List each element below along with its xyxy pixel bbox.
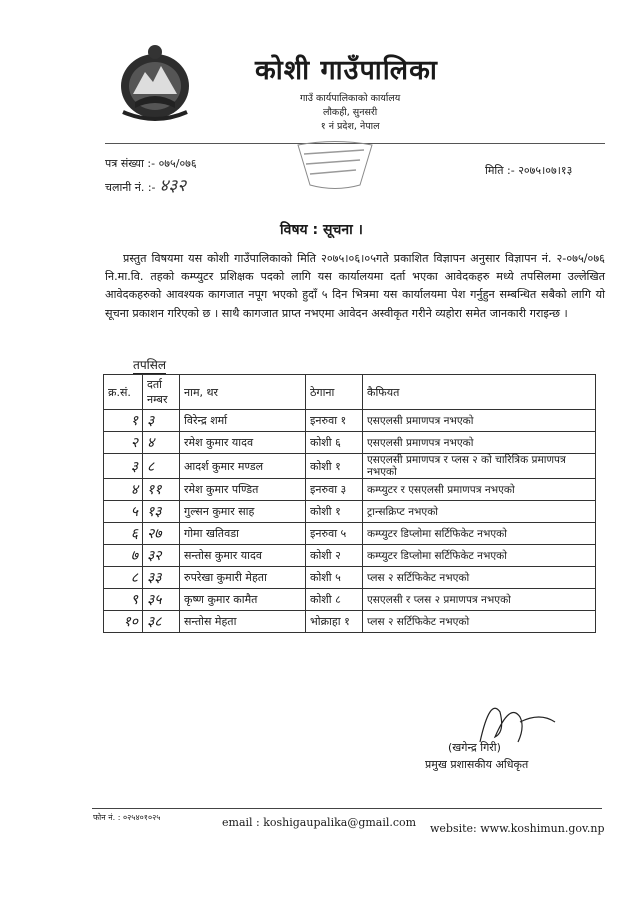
cell-name: आदर्श कुमार मण्डल bbox=[180, 454, 306, 479]
office-stamp-icon bbox=[290, 140, 380, 190]
cell-name: रमेश कुमार पण्डित bbox=[180, 479, 306, 501]
cell-registration: ३२ bbox=[143, 545, 180, 567]
cell-serial: ४ bbox=[104, 479, 143, 501]
cell-remarks: एसएलसी र प्लस २ प्रमाणपत्र नभएको bbox=[363, 589, 596, 611]
reference-block bbox=[105, 153, 197, 199]
table-row bbox=[104, 567, 596, 589]
cell-registration: ३३ bbox=[143, 567, 180, 589]
table-row bbox=[104, 432, 596, 454]
cell-serial: ८ bbox=[104, 567, 143, 589]
cell-registration: ४ bbox=[143, 432, 180, 454]
cell-serial: ३ bbox=[104, 454, 143, 479]
nepal-emblem-icon bbox=[113, 42, 197, 122]
cell-remarks: ट्रान्सक्रिप्ट नभएको bbox=[363, 501, 596, 523]
details-heading: तपसिल bbox=[133, 358, 167, 372]
cell-remarks: एसएलसी प्रमाणपत्र र प्लस २ को चारित्रिक प्रमाणपत्र नभएको bbox=[363, 454, 596, 479]
cell-registration: २७ bbox=[143, 523, 180, 545]
cell-remarks: कम्प्युटर डिप्लोमा सर्टिफिकेट नभएको bbox=[363, 523, 596, 545]
cell-address: कोशी ६ bbox=[306, 432, 363, 454]
applicants-table bbox=[103, 374, 596, 633]
cell-remarks: एसएलसी प्रमाणपत्र नभएको bbox=[363, 410, 596, 432]
cell-serial: १ bbox=[104, 410, 143, 432]
col-header-remarks: कैफियत bbox=[363, 375, 596, 410]
signatory-title: प्रमुख प्रशासकीय अधिकृत bbox=[425, 758, 529, 771]
cell-address: कोशी १ bbox=[306, 501, 363, 523]
table-row bbox=[104, 479, 596, 501]
dispatch-number-label: चलानी नं. :- bbox=[105, 181, 156, 194]
cell-address: इनरुवा १ bbox=[306, 410, 363, 432]
cell-address: भोक्राहा १ bbox=[306, 611, 363, 633]
footer-divider bbox=[92, 808, 602, 809]
cell-registration: ३ bbox=[143, 410, 180, 432]
cell-name: गुल्सन कुमार साह bbox=[180, 501, 306, 523]
office-line-3: १ नं प्रदेश, नेपाल bbox=[320, 121, 380, 132]
cell-remarks: एसएलसी प्रमाणपत्र नभएको bbox=[363, 432, 596, 454]
cell-name: गोमा खतिवडा bbox=[180, 523, 306, 545]
email-address: email : koshigaupalika@gmail.com bbox=[222, 816, 417, 829]
col-header-registration: दर्ता नम्बर bbox=[143, 375, 180, 410]
cell-serial: १० bbox=[104, 611, 143, 633]
cell-registration: ३५ bbox=[143, 589, 180, 611]
letter-number: पत्र संख्या :- ०७५/०७६ bbox=[105, 157, 197, 170]
table-row bbox=[104, 611, 596, 633]
office-name: कोशी गाउँपालिका bbox=[255, 55, 438, 86]
col-header-name: नाम, थर bbox=[180, 375, 306, 410]
notice-body: प्रस्तुत विषयमा यस कोशी गाउँपालिकाको मिति २०७५।०६।०५गते प्रकाशित विज्ञापन अनुसार विज्ञापन नं. २-०७५/०७६ नि.मा.वि. तहको कम्प्युटर प्रशिक्षक पदको लागि यस कार्यालयमा दर्ता भएका आवेदकहरु मध्ये तपसिलमा उल्लेखित आवेदकहरुको आवश्यक कागजात नपूग भएको हुदाँ ५ दिन भित्रमा यस कार्यालयमा पेश गर्नुहुन सम्बन्धित सबैको लागि यो सूचना प्रकाशन गरिएको छ । साथै कागजात प्राप्त नभएमा आवेदन अस्वीकृत गरीने व्यहोरा समेत जानकारी गराइन्छ । bbox=[105, 252, 605, 320]
office-line-2: लौकही, सुनसरी bbox=[323, 107, 378, 118]
cell-serial: ७ bbox=[104, 545, 143, 567]
cell-remarks: प्लस २ सर्टिफिकेट नभएको bbox=[363, 611, 596, 633]
cell-serial: ९ bbox=[104, 589, 143, 611]
dispatch-number-line bbox=[105, 175, 197, 199]
cell-address: इनरुवा ३ bbox=[306, 479, 363, 501]
cell-address: इनरुवा ५ bbox=[306, 523, 363, 545]
table-row bbox=[104, 545, 596, 567]
cell-name: रुपरेखा कुमारी मेहता bbox=[180, 567, 306, 589]
subject-line: विषय : सूचना । bbox=[280, 222, 363, 238]
cell-remarks: प्लस २ सर्टिफिकेट नभएको bbox=[363, 567, 596, 589]
office-address bbox=[300, 92, 400, 134]
cell-address: कोशी ८ bbox=[306, 589, 363, 611]
table-row bbox=[104, 523, 596, 545]
cell-serial: ६ bbox=[104, 523, 143, 545]
cell-registration: ११ bbox=[143, 479, 180, 501]
cell-address: कोशी ५ bbox=[306, 567, 363, 589]
office-line-1: गाउँ कार्यपालिकाको कार्यालय bbox=[300, 93, 401, 104]
cell-name: रमेश कुमार यादव bbox=[180, 432, 306, 454]
table-row bbox=[104, 589, 596, 611]
col-header-address: ठेगाना bbox=[306, 375, 363, 410]
cell-registration: १३ bbox=[143, 501, 180, 523]
cell-name: सन्तोस मेहता bbox=[180, 611, 306, 633]
cell-serial: २ bbox=[104, 432, 143, 454]
dispatch-number: ४३२ bbox=[159, 176, 187, 196]
cell-address: कोशी २ bbox=[306, 545, 363, 567]
cell-remarks: कम्प्युटर र एसएलसी प्रमाणपत्र नभएको bbox=[363, 479, 596, 501]
cell-name: कृष्ण कुमार कामैत bbox=[180, 589, 306, 611]
cell-registration: ३८ bbox=[143, 611, 180, 633]
table-row bbox=[104, 454, 596, 479]
signatory-name: (खगेन्द्र गिरी) bbox=[448, 741, 501, 754]
letter-date: मिति :- २०७५।०७।१३ bbox=[485, 164, 573, 177]
cell-registration: ८ bbox=[143, 454, 180, 479]
phone-number: फोन नं. : ०२५४०१०२५ bbox=[93, 813, 161, 822]
table-header-row bbox=[104, 375, 596, 410]
col-header-serial: क्र.सं. bbox=[104, 375, 143, 410]
cell-address: कोशी १ bbox=[306, 454, 363, 479]
cell-name: सन्तोस कुमार यादव bbox=[180, 545, 306, 567]
table-row bbox=[104, 410, 596, 432]
cell-serial: ५ bbox=[104, 501, 143, 523]
cell-name: विरेन्द्र शर्मा bbox=[180, 410, 306, 432]
table-row bbox=[104, 501, 596, 523]
website-address: website: www.koshimun.gov.np bbox=[430, 822, 605, 835]
cell-remarks: कम्प्युटर डिप्लोमा सर्टिफिकेट नभएको bbox=[363, 545, 596, 567]
